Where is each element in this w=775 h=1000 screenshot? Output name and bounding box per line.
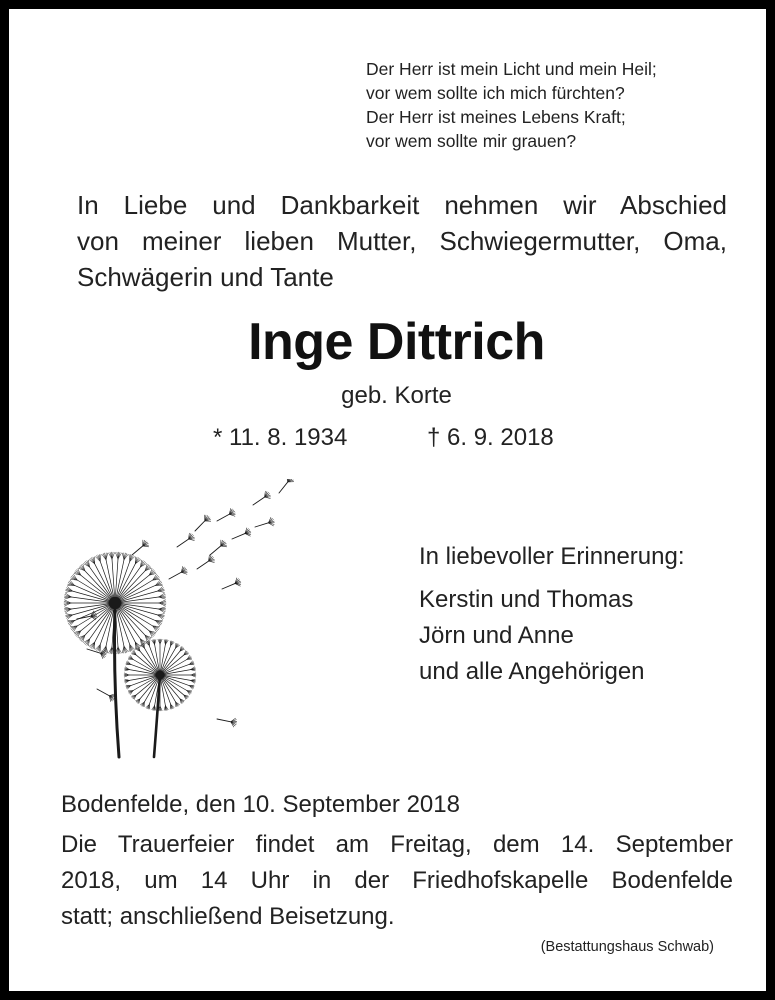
mourner-name: Jörn und Anne bbox=[419, 622, 574, 649]
intro-line: von meiner lieben Mutter, Schwiegermutter, Oma, bbox=[77, 226, 727, 256]
psalm-quote bbox=[366, 57, 766, 153]
mourner-name: und alle Angehörigen bbox=[419, 658, 645, 685]
maiden-name: geb. Korte bbox=[341, 382, 452, 409]
undertaker-credit: (Bestattungshaus Schwab) bbox=[540, 939, 714, 955]
psalm-line: Der Herr ist meines Lebens Kraft; bbox=[366, 107, 626, 127]
psalm-line: vor wem sollte ich mich fürchten? bbox=[366, 83, 625, 103]
mourner-name: Kerstin und Thomas bbox=[419, 586, 634, 613]
deceased-name: Inge Dittrich bbox=[248, 313, 545, 371]
psalm-line: vor wem sollte mir grauen? bbox=[366, 131, 577, 151]
funeral-line: statt; anschließend Beisetzung. bbox=[61, 903, 395, 930]
birth-date: * 11. 8. 1934 bbox=[213, 424, 348, 451]
farewell-intro bbox=[77, 187, 727, 295]
funeral-info bbox=[61, 827, 733, 935]
death-date: † 6. 9. 2018 bbox=[427, 424, 554, 451]
place-and-date: Bodenfelde, den 10. September 2018 bbox=[61, 791, 460, 818]
dandelion-icon bbox=[57, 479, 307, 764]
funeral-line: 2018, um 14 Uhr in der Friedhofskapelle Bodenfelde bbox=[61, 867, 733, 894]
psalm-line: Der Herr ist mein Licht und mein Heil; bbox=[366, 59, 657, 79]
mourners-block bbox=[419, 539, 759, 690]
funeral-line: Die Trauerfeier findet am Freitag, dem 14. September bbox=[61, 831, 733, 858]
intro-line: In Liebe und Dankbarkeit nehmen wir Abschied bbox=[77, 190, 727, 220]
intro-line: Schwägerin und Tante bbox=[77, 262, 334, 292]
mourners-heading: In liebevoller Erinnerung: bbox=[419, 543, 685, 570]
